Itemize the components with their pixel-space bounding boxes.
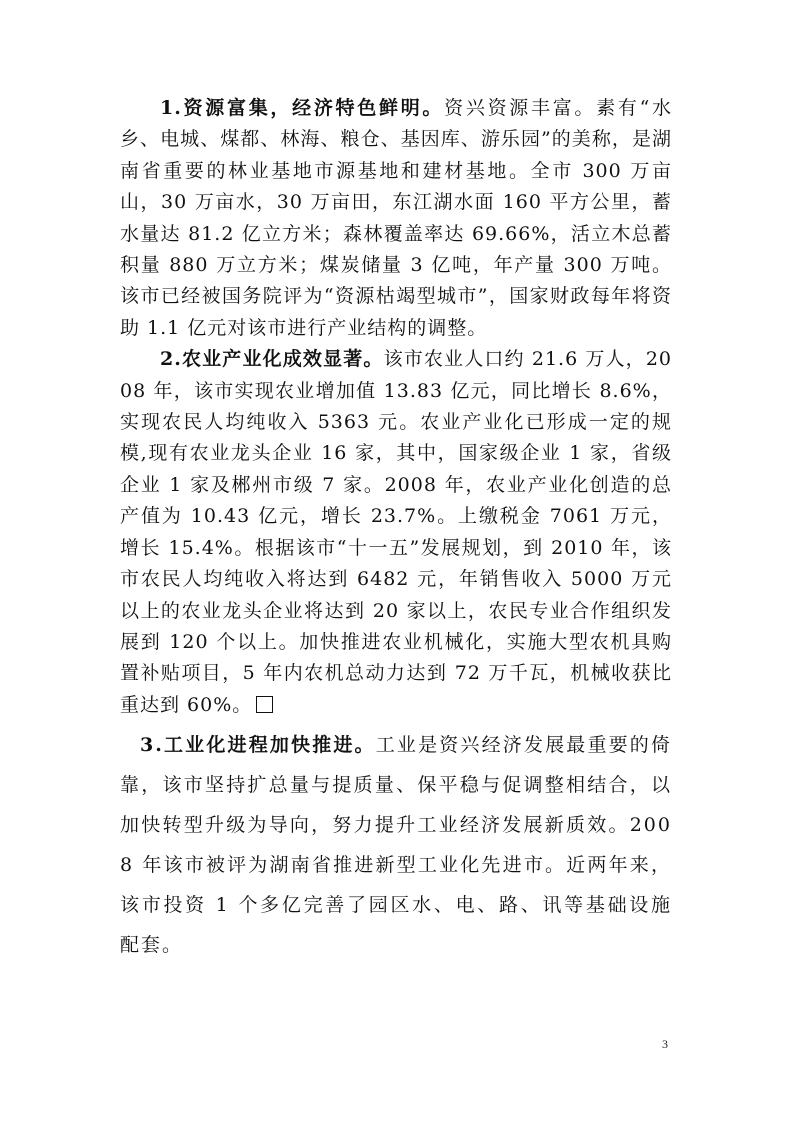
document-body: [120, 93, 672, 965]
paragraph-heading: 1.资源富集，经济特色鲜明。: [160, 97, 445, 119]
paragraph-resources: [120, 93, 672, 344]
paragraph-text: 资兴资源丰富。素有“水乡、电城、煤都、林海、粮仓、基因库、游乐园”的美称，是湖南省重要的林业基地市源基地和建材基地。全市 300 万亩山，30 万亩水，30 万亩田，东江湖水面 160 平方公里，蓄水量达 81.2 亿立方米；森林覆盖率达 69.66%，活立木总蓄积量 880 万立方米；煤炭储量 3 亿吨，年产量 300 万吨。该市已经被国务院评为“资源枯竭型城市”，国家财政每年将资助 1.1 亿元对该市进行产业结构的调整。: [120, 97, 673, 339]
checkbox-icon: [256, 696, 273, 713]
paragraph-heading: 3.工业化进程加快推进。: [140, 734, 376, 757]
page-number: 3: [662, 1037, 668, 1051]
paragraph-text: 工业是资兴经济发展最重要的倚靠，该市坚持扩总量与提质量、保平稳与促调整相结合，以加快转型升级为导向，努力提升工业经济发展新质效。2008 年该市被评为湖南省推进新型工业化先进市。近两年来，该市投资 1 个多亿完善了园区水、电、路、讯等基础设施配套。: [120, 734, 672, 957]
paragraph-industrialization: [120, 725, 672, 965]
paragraph-agriculture: [120, 344, 672, 721]
paragraph-heading: 2.农业产业化成效显著。: [160, 348, 384, 371]
paragraph-text: 该市农业人口约 21.6 万人，2008 年，该市实现农业增加值 13.83 亿元，同比增长 8.6%，实现农民人均纯收入 5363 元。农业产业化已形成一定的规模,现有农业龙头企业 16 家，其中，国家级企业 1 家，省级企业 1 家及郴州市级 7 家。2008 年，农业产业化创造的总产值为 10.43 亿元，增长 23.7%。上缴税金 7061 万元，增长 15.4%。根据该市“十一五”发展规划，到 2010 年，该市农民人均纯收入将达到 6482 元，年销售收入 5000 万元以上的农业龙头企业将达到 20 家以上，农民专业合作组织发展到 120 个以上。加快推进农业机械化，实施大型农机具购置补贴项目，5 年内农机总动力达到 72 万千瓦，机械收获比重达到 60%。: [120, 348, 672, 716]
